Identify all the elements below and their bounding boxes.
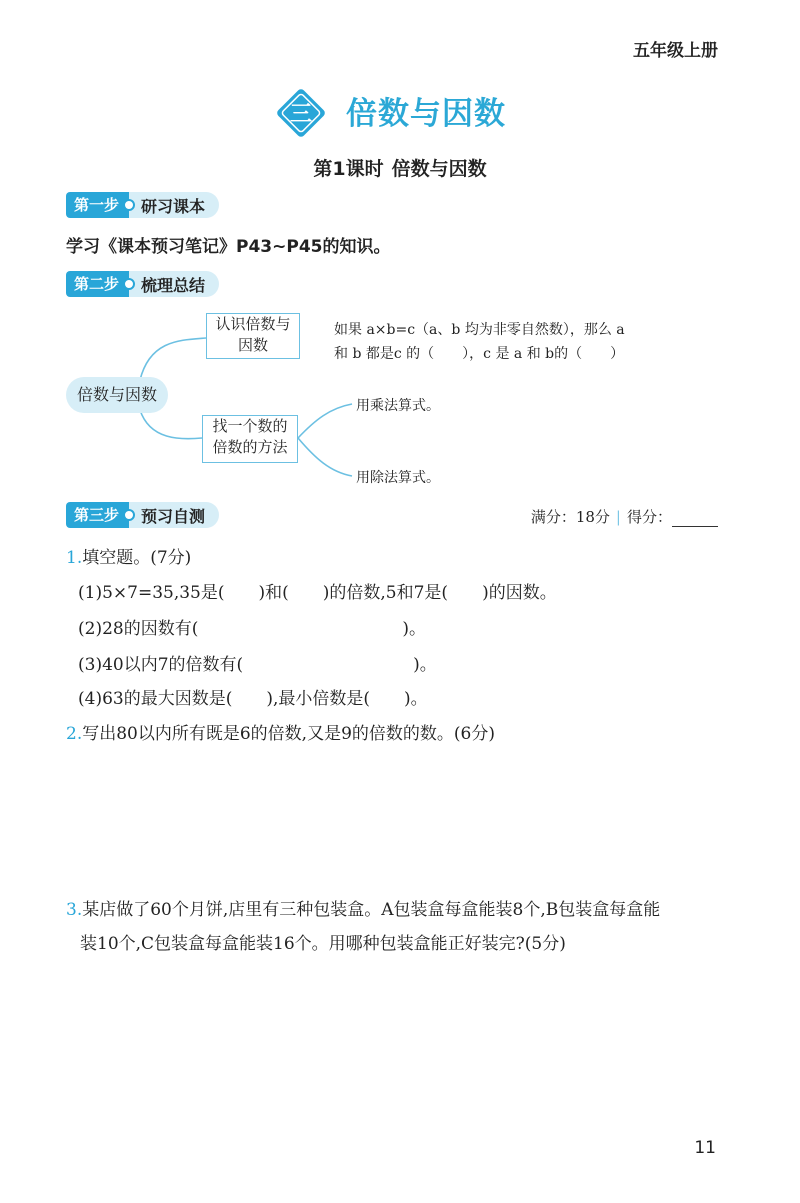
lesson-number: 第1课时 [313,158,384,180]
full-score: 满分：18分 [530,508,610,526]
step-2-header [66,271,219,297]
question-1-text: 填空题。(7分) [82,548,192,568]
question-1-item-2: (2)28的因数有( )。 [78,619,426,639]
score-divider: | [615,508,621,526]
question-3-number: 3. [66,900,83,920]
step-dot-icon [123,509,135,521]
branch-1-line-2: 因数 [237,336,268,354]
question-1-item-4: (4)63的最大因数是( ),最小倍数是( )。 [78,689,428,709]
question-3 [66,893,660,961]
question-1 [66,543,191,568]
question-3-line-1: 某店做了60个月饼,店里有三种包装盒。A包装盒每盒能装8个,B包装盒每盒能 [82,900,661,920]
lesson-title: 倍数与因数 [391,158,487,180]
unit-badge [274,86,328,140]
step-1-name: 研习课本 [141,196,206,216]
question-1-item-1: (1)5×7=35,35是( )和( )的倍数,5和7是( )的因数。 [78,583,557,603]
branch-2-line-1: 找一个数的 [212,417,288,435]
page-number: 11 [694,1138,716,1158]
question-3-line-2: 装10个,C包装盒每盒能装16个。用哪种包装盒能正好装完?(5分) [80,934,566,954]
mindmap-branch-2 [202,415,298,463]
unit-title: 倍数与因数 [346,96,506,132]
question-2-number: 2. [66,724,83,744]
branch-2-line-2: 倍数的方法 [212,438,288,456]
question-1-number: 1. [66,548,83,568]
score-got-label: 得分： [626,508,672,526]
question-2 [66,719,495,744]
lesson-heading [0,154,800,181]
question-2-text: 写出80以内所有既是6的倍数,又是9的倍数的数。(6分) [82,724,495,744]
mindmap-root: 倍数与因数 [66,377,168,413]
mindmap-branch-1 [206,313,300,359]
branch-1-note [334,318,625,366]
question-1-item-3: (3)40以内7的倍数有( )。 [78,655,437,675]
mindmap-leaf-1: 用乘法算式。 [356,398,440,414]
step-dot-icon [123,199,135,211]
step-2-tag: 第二步 [66,271,129,297]
branch-1-line-1: 认识倍数与 [215,315,291,333]
step-1-tag: 第一步 [66,192,129,218]
mindmap-leaf-2: 用除法算式。 [356,470,440,486]
step-1-header [66,192,219,218]
score-box [531,506,718,527]
step-dot-icon [123,278,135,290]
step-3-tag: 第三步 [66,502,129,528]
study-instruction: 学习《课本预习笔记》P43~P45的知识。 [66,237,391,257]
score-blank[interactable] [672,512,718,527]
grade-label: 五年级上册 [633,41,718,61]
branch-1-note-line-2: 和 b 都是c 的（ ），c 是 a 和 b的（ ） [334,346,625,362]
step-3-name: 预习自测 [141,506,206,526]
branch-1-note-line-1: 如果 a×b=c（a、b 均为非零自然数），那么 a [334,322,625,338]
unit-badge-char: 三 [289,102,313,127]
step-3-header [66,502,219,528]
step-2-name: 梳理总结 [141,275,206,295]
